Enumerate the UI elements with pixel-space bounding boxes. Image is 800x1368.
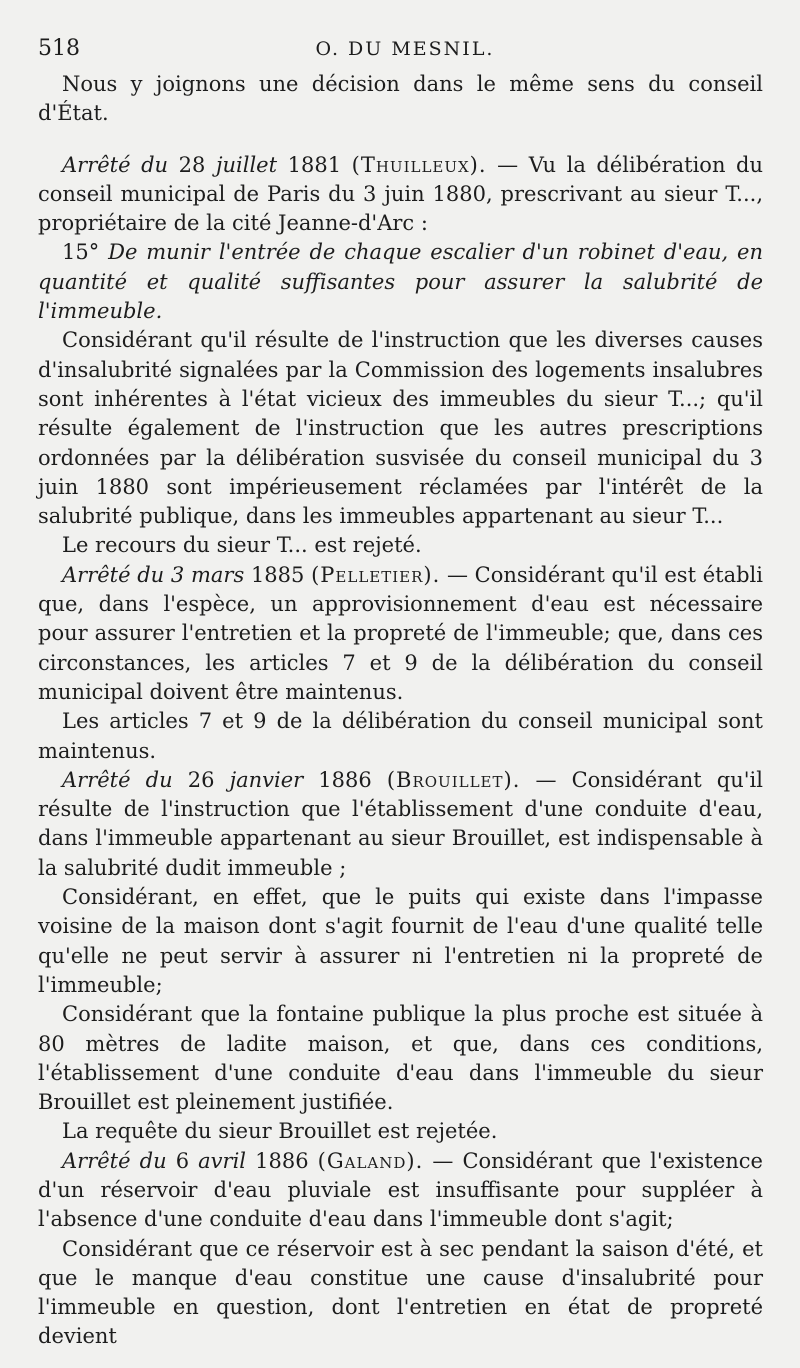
arrete-day: 6: [175, 1148, 190, 1173]
paragraph-arrete-1886-avril: [38, 1147, 763, 1235]
arrete-text: — Considérant que l'existence d'un réservoir d'eau pluviale est insuffisante pour suppléer à l'absence d'une conduite d'eau dans l'immeuble dont s'agit;: [38, 1148, 763, 1232]
arrete-label: Arrêté du: [62, 562, 165, 587]
paragraph-considerant-fontaine: Considérant que la fontaine publique la plus proche est située à 80 mètres de ladite maison, et que, dans ces conditions, l'établissement d'une conduite d'eau dans l'immeuble du sieur Brouillet est pleinement justifiée.: [38, 1002, 763, 1115]
arrete-text: — Considérant qu'il résulte de l'instruction que l'établissement d'une conduite d'eau, dans l'immeuble appartenant au sieur Brouillet, est indispensable à la salubrité dudit immeuble ;: [38, 767, 763, 880]
arrete-label: Arrêté du: [62, 152, 169, 177]
paragraph-considerant-reservoir: Considérant que ce réservoir est à sec pendant la saison d'été, et que le manque d'eau constitue une cause d'insalubrité pour l'immeuble en question, dont l'entretien en état de propreté devient: [38, 1236, 763, 1349]
arrete-date: 3 mars: [170, 562, 245, 587]
arrete-year: 1881: [287, 152, 342, 177]
arrete-party: (Brouillet).: [386, 767, 521, 792]
arrete-label: Arrêté du: [62, 767, 173, 792]
arrete-text: — Vu la délibération du conseil municipal de Paris du 3 juin 1880, prescrivant au sieur T..., propriétaire de la cité Jeanne-d'Arc :: [38, 152, 763, 236]
running-head: [38, 30, 772, 66]
prescription-number: 15°: [62, 240, 100, 265]
paragraph-prescription: [38, 238, 763, 326]
arrete-text: — Considérant qu'il est établi que, dans l'espèce, un approvisionnement d'eau est nécessaire pour assurer l'entretien et la propreté de l'immeuble; que, dans ces circonstances, les articles 7 et 9 de la délibération du conseil municipal doivent être maintenus.: [38, 562, 763, 704]
arrete-label: Arrêté du: [62, 1148, 167, 1173]
arrete-month: avril: [198, 1148, 247, 1173]
paragraph-considerant-1881: Considérant qu'il résulte de l'instruction que les diverses causes d'insalubrité signalées par la Commission des logements insalubres sont inhérentes à l'état vicieux des immeubles du sieur T...; qu'il résulte également de l'instruction que les autres prescriptions ordonnées par la délibération susvisée du conseil municipal du 3 juin 1880 sont impérieusement réclamées par l'intérêt de la salubrité publique, dans les immeubles appartenant au sieur T...: [38, 328, 763, 529]
arrete-party: (Thuilleux).: [351, 152, 487, 177]
arrete-year: 1886: [318, 767, 372, 792]
arrete-year: 1885: [250, 562, 305, 587]
paragraph-arrete-1885: [38, 561, 763, 707]
arrete-day: 26: [187, 767, 215, 792]
paragraph-decision-brouillet: La requête du sieur Brouillet est rejetée.: [62, 1119, 498, 1144]
body-text: [38, 70, 763, 1352]
paragraph-decision-1885: Les articles 7 et 9 de la délibération du conseil municipal sont maintenus.: [38, 709, 763, 763]
paragraph-considerant-puits: Considérant, en effet, que le puits qui existe dans l'impasse voisine de la maison dont s'agit fournit de l'eau d'une qualité telle qu'elle ne peut servir à assurer ni l'entretien ni la propreté de l'immeuble;: [38, 885, 763, 997]
arrete-party: (Galand).: [317, 1148, 424, 1173]
paragraph-decision-1881: Le recours du sieur T... est rejeté.: [62, 533, 422, 558]
arrete-month: janvier: [229, 767, 304, 792]
running-title: O. DU MESNIL.: [315, 38, 495, 60]
arrete-month: juillet: [215, 152, 278, 177]
arrete-year: 1886: [255, 1148, 309, 1173]
arrete-day: 28: [178, 152, 206, 177]
page-number: 518: [38, 36, 80, 61]
arrete-party: (Pelletier).: [311, 562, 441, 587]
paragraph-arrete-1886-janvier: [38, 766, 763, 883]
prescription-text: De munir l'entrée de chaque escalier d'un robinet d'eau, en quantité et qualité suffisantes pour assurer la salubrité de l'immeuble.: [38, 240, 763, 324]
paragraph-arrete-1881: [38, 151, 763, 239]
paragraph-intro: Nous y joignons une décision dans le même sens du conseil d'État.: [38, 72, 763, 126]
